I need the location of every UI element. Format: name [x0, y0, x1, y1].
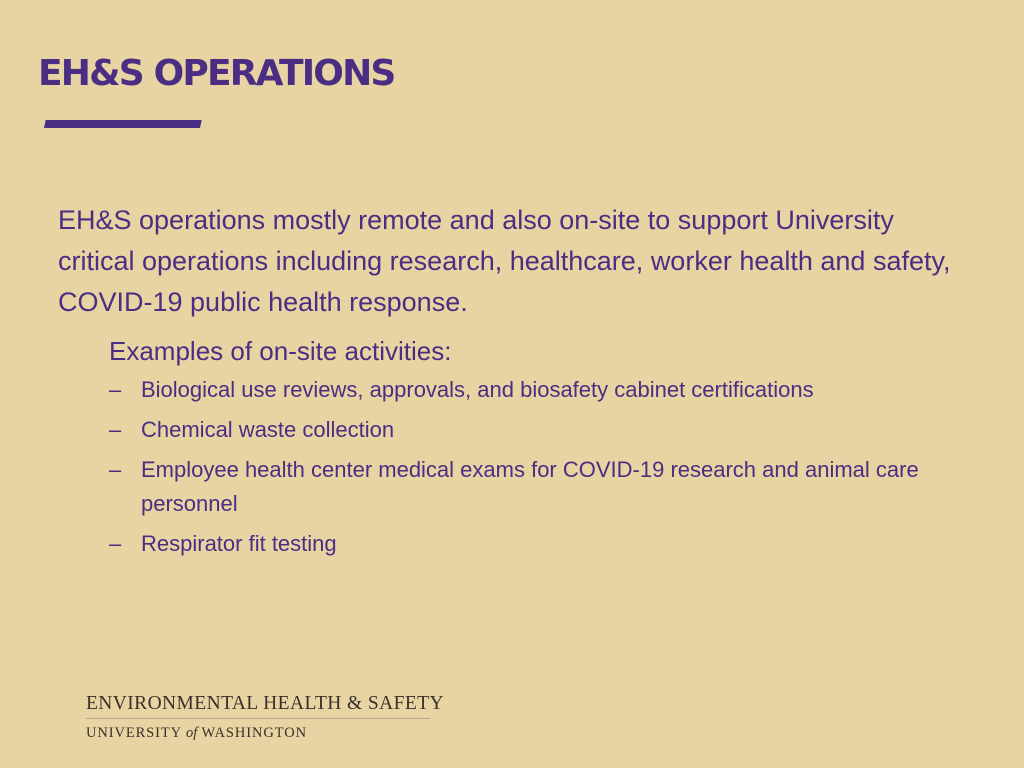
list-item-text: Employee health center medical exams for COVID-19 research and animal care personnel [141, 457, 919, 516]
bullet-dash: – [109, 417, 122, 442]
slide-title: EH&S OPERATIONS [38, 53, 395, 94]
university-name-part1: UNIVERSITY [86, 725, 182, 741]
bullet-dash: – [109, 457, 122, 482]
university-name-part2: WASHINGTON [201, 725, 307, 741]
list-item [58, 413, 941, 447]
title-underline [44, 120, 202, 128]
list-item-text: Respirator fit testing [141, 531, 337, 556]
footer-logo [86, 692, 444, 742]
bullet-dash: – [109, 377, 122, 402]
list-item [58, 453, 941, 521]
university-name-of: of [186, 725, 198, 741]
slide-body [58, 200, 958, 567]
footer-divider [86, 718, 430, 719]
list-item-text: Biological use reviews, approvals, and biosafety cabinet certifications [141, 377, 814, 402]
list-item [58, 527, 941, 561]
activity-list [58, 373, 958, 561]
list-item [58, 373, 941, 407]
lead-paragraph: EH&S operations mostly remote and also on-site to support University critical operations including research, healthcare, worker health and safety, COVID-19 public health response. [58, 205, 951, 317]
department-name: ENVIRONMENTAL HEALTH & SAFETY [86, 693, 444, 714]
bullet-dash: – [109, 531, 122, 556]
list-item-text: Chemical waste collection [141, 417, 395, 442]
sub-heading: Examples of on-site activities: [109, 336, 452, 366]
university-name [86, 724, 444, 742]
